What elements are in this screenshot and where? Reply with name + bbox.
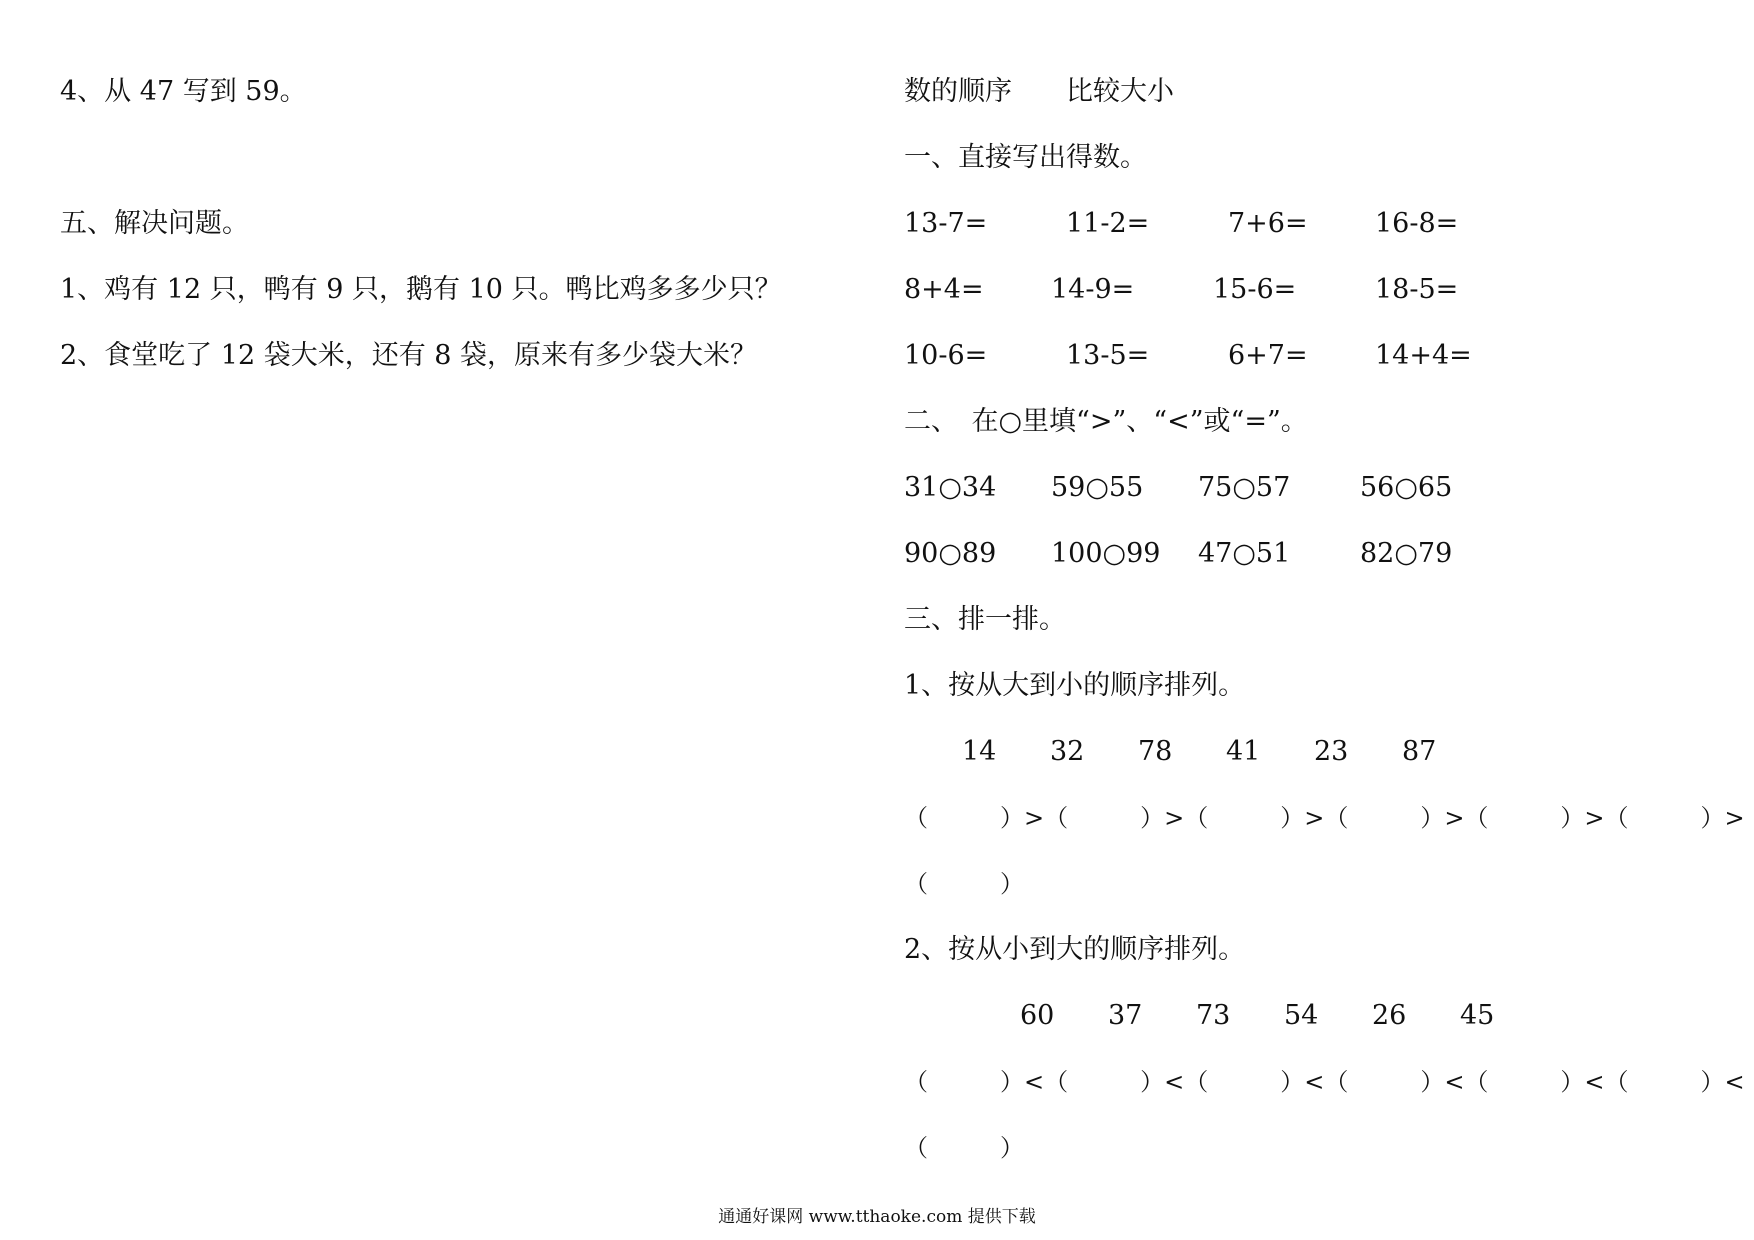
question-2: 2、食堂吃了 12 袋大米，还有 8 袋，原来有多少袋大米？ bbox=[60, 340, 758, 371]
page-title: 数的顺序 比较大小 bbox=[904, 76, 1174, 107]
compare-item: 47○51 bbox=[1198, 538, 1291, 569]
sort-number: 87 bbox=[1402, 736, 1437, 767]
compare-item: 31○34 bbox=[904, 472, 997, 503]
calc-row bbox=[904, 339, 1724, 373]
compare-item: 82○79 bbox=[1360, 538, 1453, 569]
calc-item: 13-5= bbox=[1066, 340, 1150, 371]
section-2-title: 二、 在○里填“>”、“<”或“=”。 bbox=[904, 406, 1308, 437]
calc-item: 7+6= bbox=[1228, 208, 1308, 239]
footer-credit: 通通好课网 www.tthaoke.com 提供下载 bbox=[718, 1207, 1036, 1227]
calc-item: 8+4= bbox=[904, 274, 984, 305]
section-1-title: 一、直接写出得数。 bbox=[904, 142, 1147, 173]
sort-number: 78 bbox=[1138, 736, 1173, 767]
sort-number: 54 bbox=[1284, 1000, 1319, 1031]
compare-item: 75○57 bbox=[1198, 472, 1291, 503]
sort-number: 26 bbox=[1372, 1000, 1407, 1031]
sort-2-title: 2、按从小到大的顺序排列。 bbox=[904, 934, 1246, 965]
sort-2-answer-line: （ ）<（ ）<（ ）<（ ）<（ ）<（ ）< bbox=[904, 1068, 1745, 1096]
sort-number: 41 bbox=[1226, 736, 1261, 767]
compare-item: 90○89 bbox=[904, 538, 997, 569]
sort-number: 60 bbox=[1020, 1000, 1055, 1031]
compare-row bbox=[904, 537, 1724, 571]
sort-number: 23 bbox=[1314, 736, 1349, 767]
compare-item: 56○65 bbox=[1360, 472, 1453, 503]
section-5-title: 五、解决问题。 bbox=[60, 208, 249, 239]
sort-1-title: 1、按从大到小的顺序排列。 bbox=[904, 670, 1246, 701]
sort-1-numbers bbox=[904, 735, 1724, 769]
sort-1-answer-line: （ ）>（ ）>（ ）>（ ）>（ ）>（ ）> bbox=[904, 804, 1745, 832]
calc-item: 13-7= bbox=[904, 208, 988, 239]
calc-item: 14+4= bbox=[1375, 340, 1472, 371]
calc-item: 6+7= bbox=[1228, 340, 1308, 371]
compare-item: 59○55 bbox=[1051, 472, 1144, 503]
compare-row bbox=[904, 471, 1724, 505]
sort-2-numbers bbox=[904, 999, 1724, 1033]
calc-item: 15-6= bbox=[1213, 274, 1297, 305]
calc-item: 16-8= bbox=[1375, 208, 1459, 239]
calc-row bbox=[904, 273, 1724, 307]
section-3-title: 三、排一排。 bbox=[904, 604, 1066, 635]
sort-number: 14 bbox=[962, 736, 997, 767]
calc-item: 10-6= bbox=[904, 340, 988, 371]
compare-item: 100○99 bbox=[1051, 538, 1161, 569]
sort-number: 73 bbox=[1196, 1000, 1231, 1031]
calc-item: 11-2= bbox=[1066, 208, 1150, 239]
sort-number: 32 bbox=[1050, 736, 1085, 767]
item-4: 4、从 47 写到 59。 bbox=[60, 76, 307, 107]
calc-item: 18-5= bbox=[1375, 274, 1459, 305]
question-1: 1、鸡有 12 只，鸭有 9 只，鹅有 10 只。鸭比鸡多多少只？ bbox=[60, 274, 782, 305]
calc-row bbox=[904, 207, 1724, 241]
calc-item: 14-9= bbox=[1051, 274, 1135, 305]
sort-number: 37 bbox=[1108, 1000, 1143, 1031]
sort-1-answer-line-2: （ ） bbox=[904, 870, 1024, 898]
sort-2-answer-line-2: （ ） bbox=[904, 1134, 1024, 1162]
sort-number: 45 bbox=[1460, 1000, 1495, 1031]
